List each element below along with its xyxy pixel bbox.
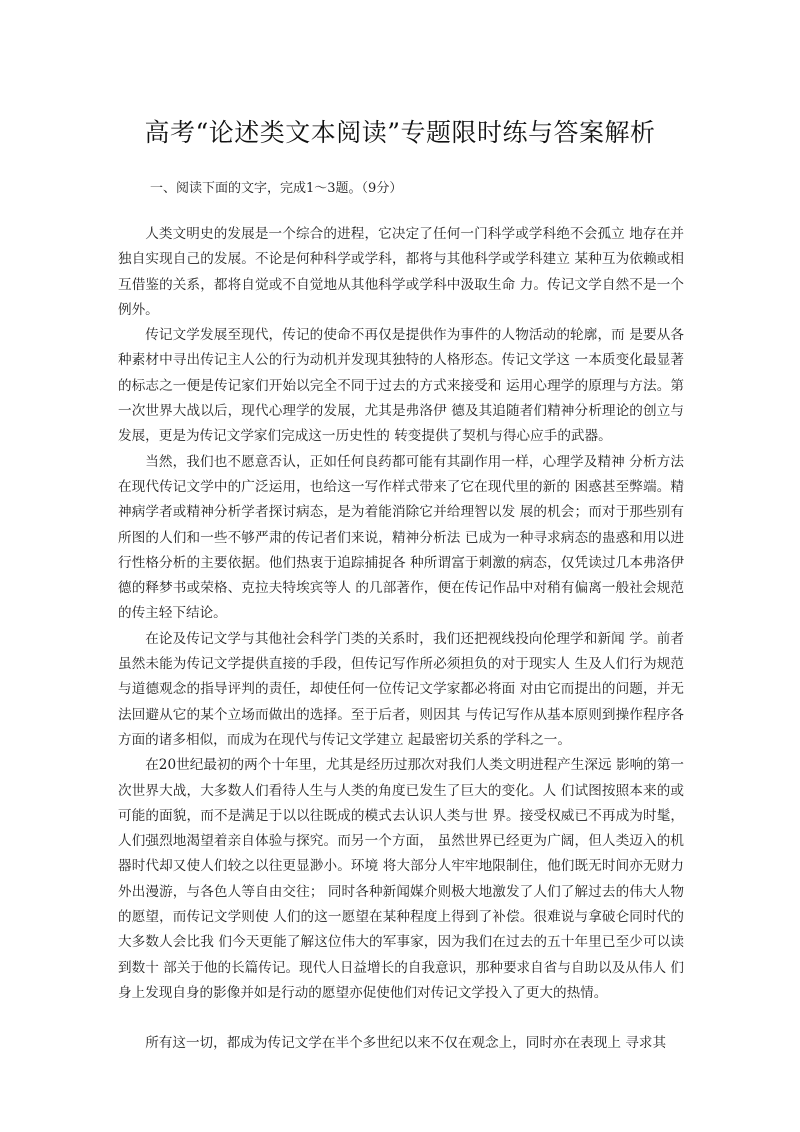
- paragraph-4: 在论及传记文学与其他社会科学门类的关系时，我们还把视线投向伦理学和新闻 学。前者虽然未能为传记文学提供直接的手段，但传记写作所必须担负的对于现实人 生及人们行为规范与道德观念的指导评判的责任，却使任何一位传记文学家都必将面 对由它而提出的问题，并无法回避从它的某个立场而做出的选择。至于后者，则因其 与传记写作从基本原则到操作程序各方面的诸多相似，而成为在现代与传记文学建立 起最密切关系的学科之一。: [118, 630, 684, 748]
- question-instruction: 一、阅读下面的文字，完成1～3题。（9分）: [150, 181, 403, 196]
- page-title: 高考“论述类文本阅读”专题限时练与答案解析: [144, 118, 656, 147]
- paragraph-1: 人类文明史的发展是一个综合的进程，它决定了任何一门科学或学科绝不会孤立 地存在并独自实现自己的发展。不论是何种科学或学科，都将与其他科学或学科建立 某种互为依赖或相互借鉴的关系，都将自觉或不自觉地从其他科学或学科中汲取生命 力。传记文学自然不是一个例外。: [118, 226, 684, 318]
- paragraph-5: 在20世纪最初的两个十年里，尤其是经历过那次对我们人类文明进程产生深远 影响的第一次世界大战，大多数人们看待人生与人类的角度已发生了巨大的变化。人 们试图按照本来的或可能的面貌，而不是满足于以以往既成的模式去认识人类与世 界。接受权威已不再成为时髦，人们强烈地渴望着亲自体验与探究。而另一个方面， 虽然世界已经更为广阔，但人类迈入的机器时代却又使人们较之以往更显渺小。环境 将大部分人牢牢地限制住，他们既无时间亦无财力外出漫游，与各色人等自由交往； 同时各种新闻媒介则极大地激发了人们了解过去的伟大人物的愿望，而传记文学则使 人们的这一愿望在某种程度上得到了补偿。很难说与拿破仑同时代的大多数人会比我 们今天更能了解这位伟大的军事家，因为我们在过去的五十年里已至少可以读到数十 部关于他的长篇传记。现代人日益增长的自我意识，那种要求自省与自助以及从伟人 们身上发现自身的影像并如是行动的愿望亦促使他们对传记文学投入了更大的热情。: [118, 757, 684, 1001]
- paragraph-3: 当然，我们也不愿意否认，正如任何良药都可能有其副作用一样，心理学及精神 分析方法在现代传记文学中的广泛运用，也给这一写作样式带来了它在现代里的新的 困惑甚至弊端。精神病学者或精神分析学者探讨病态，是为着能消除它并给理智以发 展的机会；而对于那些别有所图的人们和一些不够严肃的传记者们来说，精神分析法 已成为一种寻求病态的蛊惑和用以进行性格分析的主要依据。他们热衷于追踪捕捉各 种所谓富于刺激的病态，仅凭读过几本弗洛伊德的释梦书或荣格、克拉夫特埃宾等人 的几部著作，便在传记作品中对稍有偏离一般社会规范的传主轻下结论。: [118, 453, 684, 622]
- paragraph-2: 传记文学发展至现代，传记的使命不再仅是提供作为事件的人物活动的轮廓，而 是要从各种素材中寻出传记主人公的行为动机并发现其独特的人格形态。传记文学这 一本质变化最显著的标志之一便是传记家们开始以完全不同于过去的方式来接受和 运用心理学的原理与方法。第一次世界大战以后，现代心理学的发展，尤其是弗洛伊 德及其追随者们精神分析理论的创立与发展，更是为传记文学家们完成这一历史性的 转变提供了契机与得心应手的武器。: [118, 327, 684, 445]
- paragraph-6: 所有这一切，都成为传记文学在半个多世纪以来不仅在观念上，同时亦在表现上 寻求其: [145, 1035, 667, 1052]
- passage-body: [118, 222, 684, 1057]
